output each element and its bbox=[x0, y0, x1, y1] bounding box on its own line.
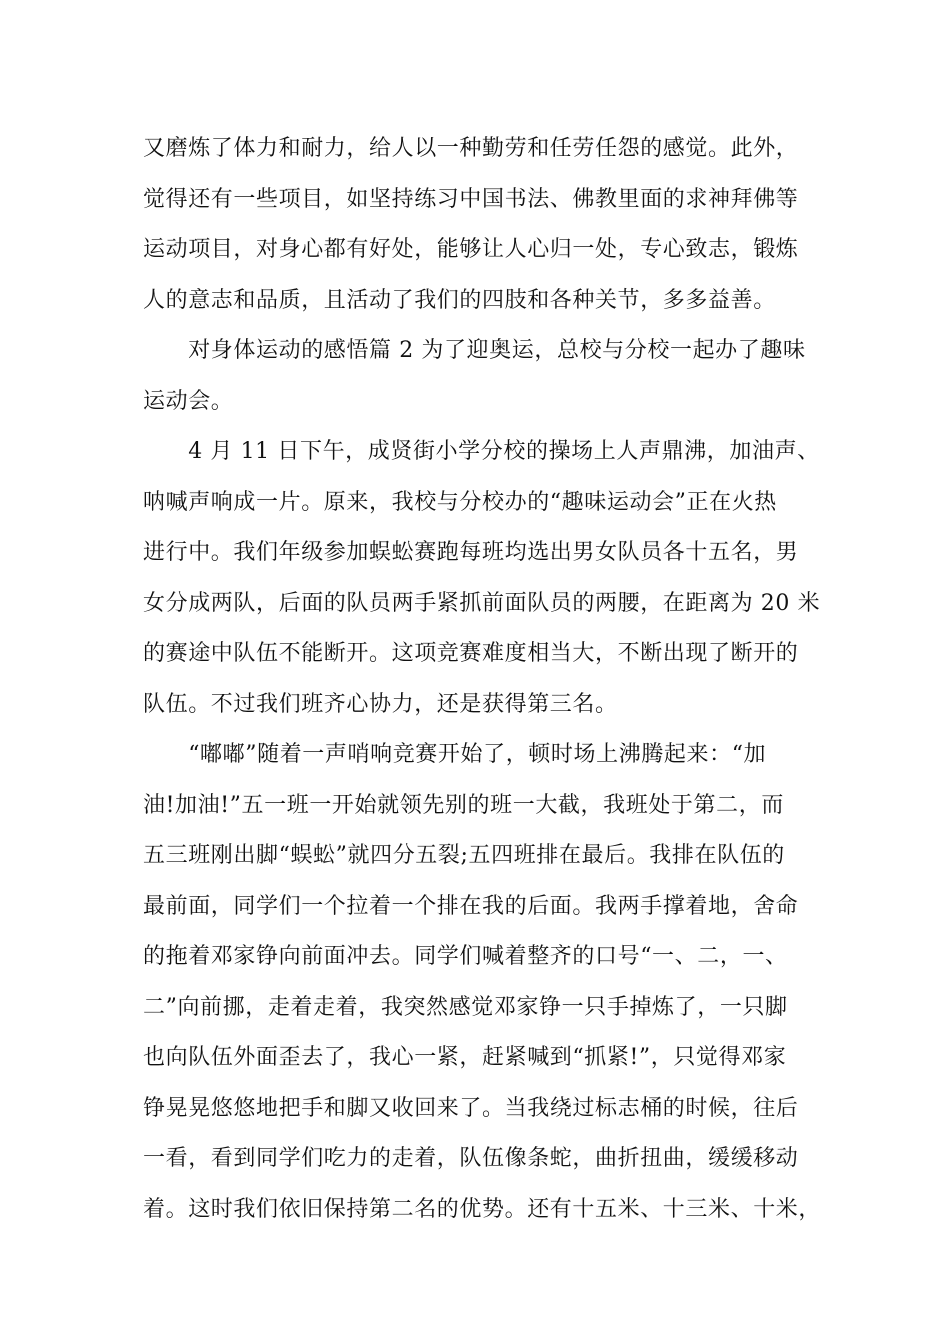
text-line: 最前面，同学们一个拉着一个排在我的后面。我两手撑着地，舍命 bbox=[143, 893, 799, 919]
text-line: 五三班刚出脚“蜈蚣”就四分五裂;五四班排在最后。我排在队伍的 bbox=[143, 843, 785, 868]
text-line: 一看，看到同学们吃力的走着，队伍像条蛇，曲折扭曲，缓缓移动 bbox=[143, 1146, 799, 1171]
text-line: 也向队伍外面歪去了，我心一紧，赶紧喊到“抓紧!”，只觉得邓家 bbox=[143, 1045, 787, 1070]
text-line: “嘟嘟”随着一声哨响竞赛开始了，顿时场上沸腾起来：“加 bbox=[143, 742, 767, 767]
text-line: 进行中。我们年级参加蜈蚣赛跑每班均选出男女队员各十五名，男 bbox=[143, 540, 799, 565]
text-line: 铮晃晃悠悠地把手和脚又收回来了。当我绕过标志桶的时候，往后 bbox=[143, 1095, 799, 1121]
text-line: 油!加油!”五一班一开始就领先别的班一大截，我班处于第二，而 bbox=[143, 792, 784, 818]
text-line: 运动会。 bbox=[143, 388, 234, 414]
text-line: 二”向前挪，走着走着，我突然感觉邓家铮一只手掉炼了，一只脚 bbox=[143, 994, 788, 1020]
text-line: 对身体运动的感悟篇 2 为了迎奥运，总校与分校一起办了趣味 bbox=[143, 338, 806, 363]
text-line: 又磨炼了体力和耐力，给人以一种勤劳和任劳任怨的感觉。此外， bbox=[143, 136, 799, 161]
text-line: 觉得还有一些项目，如坚持练习中国书法、佛教里面的求神拜佛等 bbox=[143, 186, 799, 212]
text-line: 队伍。不过我们班齐心协力，还是获得第三名。 bbox=[143, 691, 618, 717]
text-line: 4 月 11 日下午，成贤街小学分校的操场上人声鼎沸，加油声、 bbox=[143, 439, 820, 464]
text-line: 的赛途中队伍不能断开。这项竞赛难度相当大，不断出现了断开的 bbox=[143, 641, 799, 666]
text-line: 运动项目，对身心都有好处，能够让人心归一处，专心致志，锻炼 bbox=[143, 237, 799, 262]
text-line: 呐喊声响成一片。原来，我校与分校办的“趣味运动会”正在火热 bbox=[143, 489, 777, 515]
text-line: 女分成两队，后面的队员两手紧抓前面队员的两腰，在距离为 20 米 bbox=[143, 590, 821, 616]
body-text bbox=[143, 124, 843, 1235]
text-line: 人的意志和品质，且活动了我们的四肢和各种关节，多多益善。 bbox=[143, 287, 776, 313]
text-line: 的拖着邓家铮向前面冲去。同学们喊着整齐的口号“一、二，一、 bbox=[143, 944, 788, 969]
text-line: 着。这时我们依旧保持第二名的优势。还有十五米、十三米、十米， bbox=[143, 1196, 822, 1222]
